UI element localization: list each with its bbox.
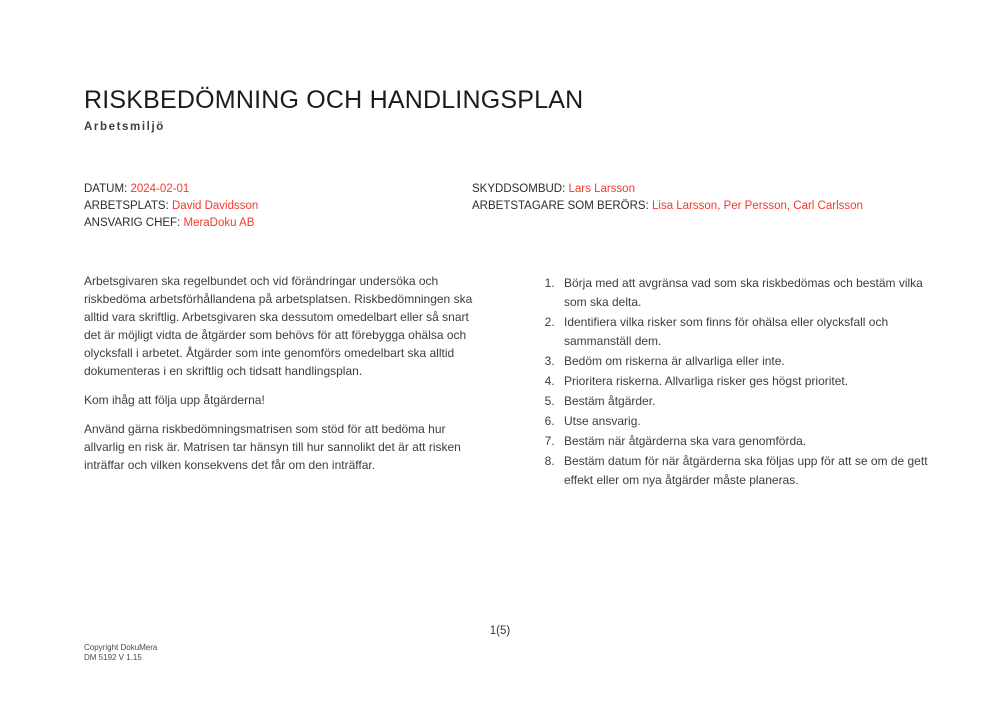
field-arbetstagare-label: ARBETSTAGARE SOM BERÖRS: (472, 200, 649, 212)
field-skyddsombud-value: Lars Larsson (568, 183, 635, 195)
field-ansvarig-chef-value: MeraDoku AB (183, 217, 255, 229)
step-item: 4. Prioritera riskerna. Allvarliga risker ges högst prioritet. (558, 372, 944, 391)
meta-fields-left (84, 181, 258, 232)
step-item: 7. Bestäm när åtgärderna ska vara genomförda. (558, 432, 944, 451)
field-arbetsplats-value: David Davidsson (172, 200, 259, 212)
document-header (84, 85, 583, 133)
matrix-paragraph: Använd gärna riskbedömningsmatrisen som stöd för att bedöma hur allvarlig en risk är. Matrisen tar hänsyn till hur sannolikt det är att risken inträffar och vilken konsekvens det får om den inträffar. (84, 422, 461, 472)
step-item: 2. Identifiera vilka risker som finns för ohälsa eller olycksfall och sammanställ dem. (558, 313, 944, 351)
intro-text-column (84, 272, 476, 485)
field-skyddsombud (472, 181, 863, 198)
field-arbetstagare-value: Lisa Larsson, Per Persson, Carl Carlsson (652, 200, 863, 212)
step-item: 6. Utse ansvarig. (558, 412, 944, 431)
field-arbetsplats (84, 198, 258, 215)
page-title: RISKBEDÖMNING OCH HANDLINGSPLAN (84, 86, 584, 114)
field-ansvarig-chef-label: ANSVARIG CHEF: (84, 217, 181, 229)
document-version: DM 5192 V 1.15 (84, 653, 142, 662)
field-arbetstagare (472, 198, 863, 215)
page-subtitle: Arbetsmiljö (84, 121, 165, 133)
field-arbetsplats-label: ARBETSPLATS: (84, 200, 169, 212)
field-datum-label: DATUM: (84, 183, 128, 195)
field-datum (84, 181, 258, 198)
page-number: 1(5) (489, 625, 511, 637)
meta-fields-right (472, 181, 863, 215)
step-item: 8. Bestäm datum för när åtgärderna ska följas upp för att se om de gett effekt eller om nya åtgärder måste planeras. (558, 452, 944, 490)
field-ansvarig-chef (84, 215, 258, 232)
copyright-line: Copyright DokuMera (84, 643, 158, 652)
step-item: 5. Bestäm åtgärder. (558, 392, 944, 411)
step-item: 1. Börja med att avgränsa vad som ska riskbedömas och bestäm vilka som ska delta. (558, 274, 944, 312)
copyright-block (84, 643, 157, 663)
reminder-paragraph: Kom ihåg att följa upp åtgärderna! (84, 393, 265, 407)
step-item: 3. Bedöm om riskerna är allvarliga eller inte. (558, 352, 944, 371)
field-datum-value: 2024-02-01 (130, 183, 190, 195)
field-skyddsombud-label: SKYDDSOMBUD: (472, 183, 566, 195)
intro-paragraph: Arbetsgivaren ska regelbundet och vid förändringar undersöka och riskbedöma arbetsförhållandena på arbetsplatsen. Riskbedömningen ska alltid vara skriftlig. Arbetsgivaren ska dessutom omedelbart eller så snart det är möjligt vidta de åtgärder som behövs för att förebygga ohälsa och olycksfall i arbetet. Åtgärder som inte genomförs omedelbart ska alltid dokumenteras i en skriftlig och tidsatt handlingsplan. (84, 274, 473, 378)
steps-list (539, 274, 944, 491)
